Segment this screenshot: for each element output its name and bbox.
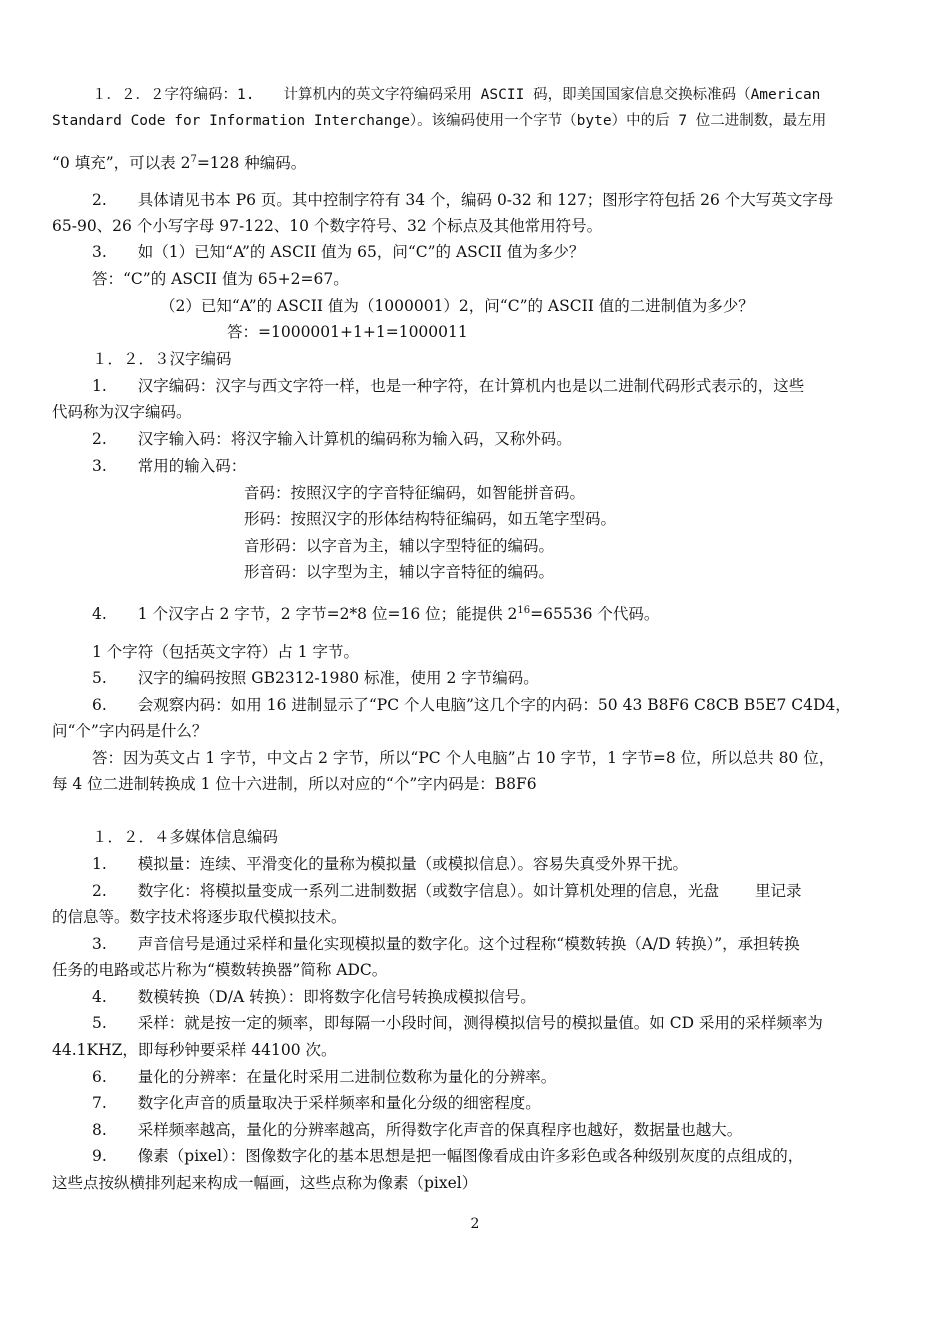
section-122-item-2a: 2. 具体请见书本 P6 页。其中控制字符有 34 个，编码 0-32 和 127；图形字符包括 26 个大写英文字母 [92,191,834,209]
section-122-item-3-question-1: 3. 如（1）已知“A”的 ASCII 值为 65，问“C”的 ASCII 值为多少？ [92,243,585,261]
section-123-answer-a: 答：因为英文占 1 字节，中文占 2 字节，所以“PC 个人电脑”占 10 字节，1 字节=8 位，所以总共 80 位， [92,749,835,767]
section-124-item-6: 6. 量化的分辨率：在量化时采用二进制位数称为量化的分辨率。 [92,1068,557,1086]
section-123-item-5: 5. 汉字的编码按照 GB2312-1980 标准，使用 2 字节编码。 [92,669,539,687]
section-124-item-4: 4. 数模转换（D/A 转换）：即将数字化信号转换成模拟信号。 [92,988,536,1006]
section-124-item-9a: 9. 像素（pixel）：图像数字化的基本思想是把一幅图像看成由许多彩色或各种级别灰度的点组成的， [92,1147,804,1165]
section-122-item-2b: 65-90、26 个小写字母 97-122、10 个数字符号、32 个标点及其他常用符号。 [52,217,603,235]
item4-text: 4. 1 个汉字占 2 字节，2 字节=2*8 位=16 位；能提供 2 [92,605,518,623]
section-122-line-2: Standard Code for Information Interchange）。该编码使用一个字节（byte）中的后 7 位二进制数，最左用 [52,113,827,129]
exponent-16: 16 [517,604,531,616]
section-123-item-6a: 6. 会观察内码：如用 16 进制显示了“PC 个人电脑”这几个字的内码：50 43 B8F6 C8CB B5E7 C4D4， [92,696,851,714]
section-123-answer-b: 每 4 位二进制转换成 1 位十六进制，所以对应的“个”字内码是：B8F6 [52,775,537,793]
section-123-item-2: 2. 汉字输入码：将汉字输入计算机的编码称为输入码，又称外码。 [92,430,572,448]
section-124-item-2a: 2. 数字化：将模拟量变成一系列二进制数据（或数字信息）。如计算机处理的信息，光盘 里记录 [92,882,802,900]
item4-text-end: =65536 个代码。 [530,605,660,623]
section-124-item-5a: 5. 采样：就是按一定的频率，即每隔一小段时间，测得模拟信号的模拟量值。如 CD 采用的采样频率为 [92,1014,823,1032]
page-number: 2 [470,1216,480,1232]
section-124-item-2b: 的信息等。数字技术将逐步取代模拟技术。 [52,908,347,926]
section-124-item-3a: 3. 声音信号是通过采样和量化实现模拟量的数字化。这个过程称“模数转换（A/D 转换）”，承担转换 [92,935,800,953]
section-122-line-3 [52,152,306,174]
section-122-item-3-answer-1: 答：“C”的 ASCII 值为 65+2=67。 [92,270,349,288]
section-122-item-3-answer-2: 答：=1000001+1+1=1000011 [227,323,468,341]
section-122-line-1: １．２．２字符编码：1. 计算机内的英文字符编码采用 ASCII 码，即美国国家信息交换标准码（American [92,87,821,103]
section-124-heading: １．２．４多媒体信息编码 [92,828,279,846]
section-124-item-9b: 这些点按纵横排列起来构成一幅画，这些点称为像素（pixel） [52,1174,478,1192]
section-124-item-3b: 任务的电路或芯片称为“模数转换器”简称 ADC。 [52,961,388,979]
input-code-shape-sound: 形音码：以字型为主，辅以字音特征的编码。 [244,563,555,581]
section-123-item-1b: 代码称为汉字编码。 [52,403,192,421]
section-123-item-3: 3. 常用的输入码： [92,457,247,475]
exponent-7: 7 [190,153,197,165]
section-124-item-1: 1. 模拟量：连续、平滑变化的量称为模拟量（或模拟信息）。容易失真受外界干扰。 [92,855,689,873]
section-124-item-7: 7. 数字化声音的质量取决于采样频率和量化分级的细密程度。 [92,1094,541,1112]
section-124-item-8: 8. 采样频率越高，量化的分辨率越高，所得数字化声音的保真程序也越好，数据量也越大。 [92,1121,743,1139]
section-123-heading: １．２．３汉字编码 [92,350,232,368]
line3-text-end: =128 种编码。 [196,154,307,172]
input-code-sound: 音码：按照汉字的字音特征编码，如智能拼音码。 [244,484,586,502]
section-123-note: 1 个字符（包括英文字符）占 1 字节。 [92,643,360,661]
section-123-item-4 [92,603,659,625]
input-code-sound-shape: 音形码：以字音为主，辅以字型特征的编码。 [244,537,555,555]
section-124-item-5b: 44.1KHZ，即每秒钟要采样 44100 次。 [52,1041,337,1059]
section-123-item-1a: 1. 汉字编码：汉字与西文字符一样，也是一种字符，在计算机内也是以二进制代码形式表示的，这些 [92,377,805,395]
section-123-item-6b: 问“个”字内码是什么？ [52,722,208,740]
input-code-shape: 形码：按照汉字的形体结构特征编码，如五笔字型码。 [244,510,617,528]
line3-text: “0 填充”，可以表 2 [52,154,191,172]
section-122-item-3-question-2: （2）已知“A”的 ASCII 值为（1000001）2，问“C”的 ASCII 值的二进制值为多少？ [160,297,754,315]
